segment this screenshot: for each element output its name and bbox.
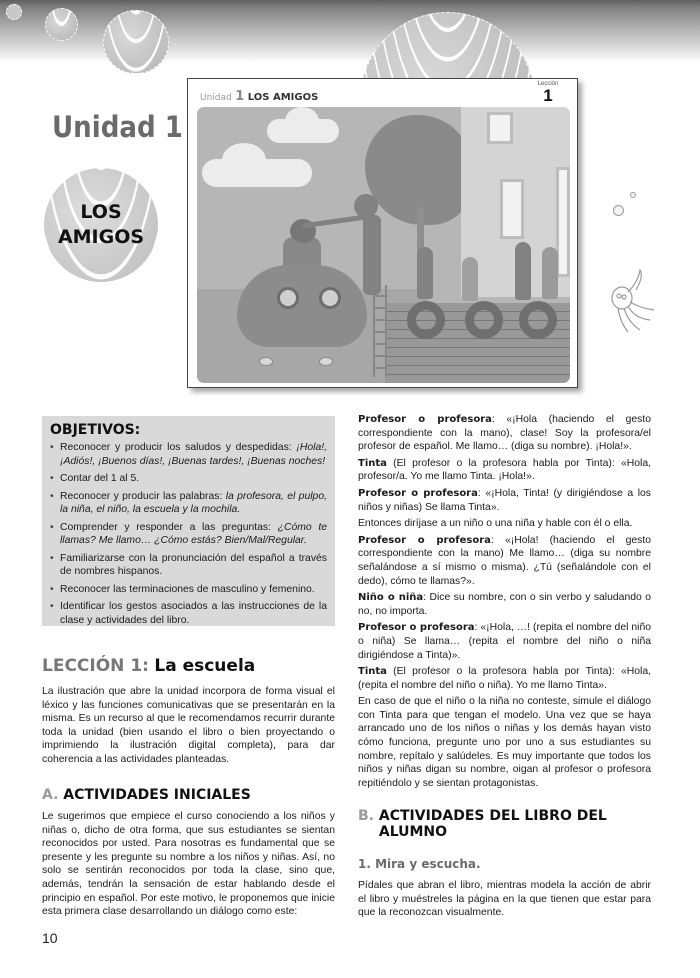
unit-badge-line2: AMIGOS [57,226,145,248]
lesson-prefix: LECCIÓN 1: [42,656,149,676]
lesson-intro: La ilustración que abre la unidad incorpora de forma visual el léxico y las funciones comunicativas que se presentarán en la misma. Es un recurso al que le recomendamos recurrir durante toda la unidad (bien usando el libro o bien proyectando o imprimiendo la ilustración digital completa), para dar coherencia a las actividades planteadas. [42,686,335,765]
page-number: 10 [42,930,58,946]
lesson-badge-number: 1 [543,86,553,105]
dialogue-text: En caso de que el niño o la niña no conteste, simule el diálogo con Tinta para que tengan el modelo. Una vez que se haya arrancado uno de los niños o niñas y los demás hayan visto cómo funciona, pregunte uno por uno a sus estudiantes su nombre, repítalo y salúdeles. Es muy importante que todos los niños y niñas digan su nombre, oigan al profesor o profesora repitiéndolo y se sientan protagonistas. [358,696,651,789]
objective-item [50,490,327,517]
dialogue-text: : «¡Hola! (haciendo el gesto correspondiente con la mano) Me llamo… (diga su nombre señalándose a sí mismo o misma). ¿Tú (señalándole con el dedo), cómo te llamas?». [358,534,651,587]
dialogue-text: : «¡Hola (haciendo el gesto correspondiente con la mano), clase! Soy la profesora/el profesor de español. Me llamo… (diga su nombre). ¡Hola!». [358,414,651,453]
dialogue-line [358,534,651,588]
school-scene-image [197,107,570,383]
objective-italic: la profesora, el pulpo, la niña, el niño, la escuela y la mochila. [60,490,327,515]
objective-italic: ¿Cómo te llamas? Me llamo… ¿Cómo estás? Bien/Mal/Regular. [60,521,327,546]
lesson-heading [42,656,255,676]
bubble-icon [613,205,624,216]
speaker: Tinta [358,666,387,678]
dialogue-line [358,665,651,692]
child-figure [515,242,531,300]
illustration-header-unit: Unidad [200,93,232,103]
dialogue-text: : Dice su nombre, con o sin verbo y saludando o no, no importa. [358,592,651,617]
window [487,112,513,144]
porthole [277,287,299,309]
submarine [237,265,367,347]
section-b-letter: B. [358,808,374,824]
objective-text: Familiarizarse con la pronunciación del español a través de nombres hispanos. [60,552,327,577]
tire [407,301,445,339]
dialogue-text: (El profesor o la profesora habla por Tinta): «Hola, profesor/a. Yo me llamo Tinta. ¡Hola!». [358,457,651,483]
dialogue-line [358,621,651,662]
illustration-header [200,89,318,104]
dialogue-line [358,457,651,484]
objective-item [50,600,327,627]
octopus-icon [610,268,656,334]
unit-badge [44,168,158,282]
objective-text: Reconocer y producir los saludos y despedidas: [60,442,297,453]
dialogue-line [358,487,651,514]
dialogue [358,413,651,793]
child-figure [462,257,478,301]
dialogue-line [358,413,651,454]
child-figure [542,247,558,299]
speaker: Tinta [358,457,387,469]
objective-item [50,552,327,579]
tire [519,301,557,339]
lesson-badge-label: Lección [537,81,559,87]
dialogue-text: : «¡Hola, Tinta! (y dirigiéndose a los niños y niñas) Se llama Tinta». [358,487,651,513]
objective-item [50,441,327,468]
ladder [373,285,387,377]
bubble-icon [630,192,636,198]
activity-text: Pídales que abran el libro, mientras modela la acción de abrir el libro y muéstreles la página en la que tienen que estar para que la reconozcan visualmente. [358,880,651,919]
unit-badge-line1: LOS [80,201,122,223]
porthole [319,287,341,309]
bubble-decoration [45,8,78,41]
dialogue-line [358,591,651,618]
teacher-figure [363,215,381,295]
section-a-text: Le sugerimos que empiece el curso conociendo a los niños y niñas o, dicho de otra forma, que sus estudiantes se sientan reconocidos por usted. Para nosotras es fundamental que se presente y les pregunte su nombre a los niños y niñas. Así, no solo se sentirán reconocidos por toda la clase, sino que, además, tendrán la sensación de estar hablando desde el principio en español. Por este motivo, le proponemos que inicie esta primera clase desarrollando un diálogo como este: [42,811,335,918]
unit-badge-text [58,200,144,250]
child-figure [417,247,433,299]
objective-text: Contar del 1 al 5. [60,473,140,484]
dialogue-text: Entonces diríjase a un niño o una niña y hable con él o ella. [358,518,633,530]
objectives-box [42,416,335,626]
section-a-heading [42,787,251,803]
section-a-letter: A. [42,787,59,803]
section-a-title: ACTIVIDADES INICIALES [63,787,251,803]
illustration-header-title: LOS AMIGOS [247,92,319,103]
activity-title: 1. Mira y escucha. [358,857,481,871]
fish [319,357,333,366]
objective-italic: ¡Hola!, ¡Adiós!, ¡Buenos días!, ¡Buenas tardes!, ¡Buenas noches! [60,442,327,467]
objective-item [50,472,327,486]
dialogue-text: (El profesor o la profesora habla por Tinta): «Hola, (repita el nombre del niño o niña). Yo me llamo Tinta». [358,666,651,691]
speaker: Niño o niña [358,592,424,604]
dialogue-text: : «¡Hola, …! (repita el nombre del niño o niña) Se llama… (repita el nombre del niño o niña dirigiéndose a Tinta)». [358,622,651,661]
speaker: Profesor o profesora [358,622,475,634]
objective-item [50,583,327,597]
speaker: Profesor o profesora [358,487,478,499]
speaker: Profesor o profesora [358,414,492,425]
fish [259,357,273,366]
section-b-heading [358,808,651,840]
teacher-arm [302,215,366,229]
objective-text: Comprender y responder a las preguntas: [60,521,278,533]
objective-item [50,521,327,548]
bubble-decoration [6,4,22,20]
dialogue-line [358,517,651,531]
illustration-header-number: 1 [235,89,245,104]
tire [465,301,503,339]
lesson-name: La escuela [154,656,256,676]
section-b-title: ACTIVIDADES DEL LIBRO DEL ALUMNO [378,808,607,840]
unit-illustration [187,78,578,388]
dialogue-line [358,695,651,790]
objectives-list [50,441,327,627]
cloud [267,119,339,143]
window [556,167,570,277]
objectives-title: OBJETIVOS: [50,422,141,438]
window [500,179,524,239]
objective-text: Identificar los gestos asociados a las instrucciones de la clase y actividades del libro. [60,601,327,626]
lesson-badge [535,81,561,104]
objective-text: Reconocer las terminaciones de masculino y femenino. [60,583,315,595]
speaker: Profesor o profesora [358,534,491,546]
bubble-decoration [103,10,169,74]
objective-text: Reconocer y producir las palabras: [60,490,226,502]
unit-title: Unidad 1 [52,110,183,144]
cloud [202,159,312,187]
